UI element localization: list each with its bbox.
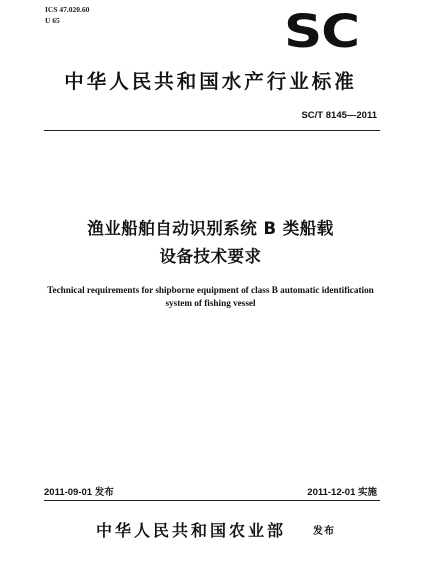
standard-number: SC/T 8145—2011 — [301, 110, 377, 121]
issue-date: 2011-09-01 发布 — [44, 487, 114, 498]
title-chinese-line-2: 设备技术要求 — [159, 247, 262, 266]
title-english-line-2: system of fishing vessel — [165, 298, 256, 308]
publisher-name: 中华人民共和国农业部 — [96, 521, 287, 540]
standard-category: 中华人民共和国水产行业标准 — [64, 70, 357, 93]
sc-logo: SC — [284, 5, 359, 58]
header-divider — [44, 130, 380, 131]
ics-code: ICS 47.020.60 — [45, 5, 90, 14]
publish-label: 发布 — [313, 526, 335, 537]
title-chinese-line-1: 渔业船舶自动识别系统 B 类船载 — [87, 219, 334, 238]
title-english-line-1: Technical requirements for shipborne equipment of class B automatic identification — [47, 285, 374, 295]
footer-divider — [44, 500, 380, 501]
ccs-code: U 65 — [45, 16, 60, 25]
implementation-date: 2011-12-01 实施 — [307, 487, 377, 498]
